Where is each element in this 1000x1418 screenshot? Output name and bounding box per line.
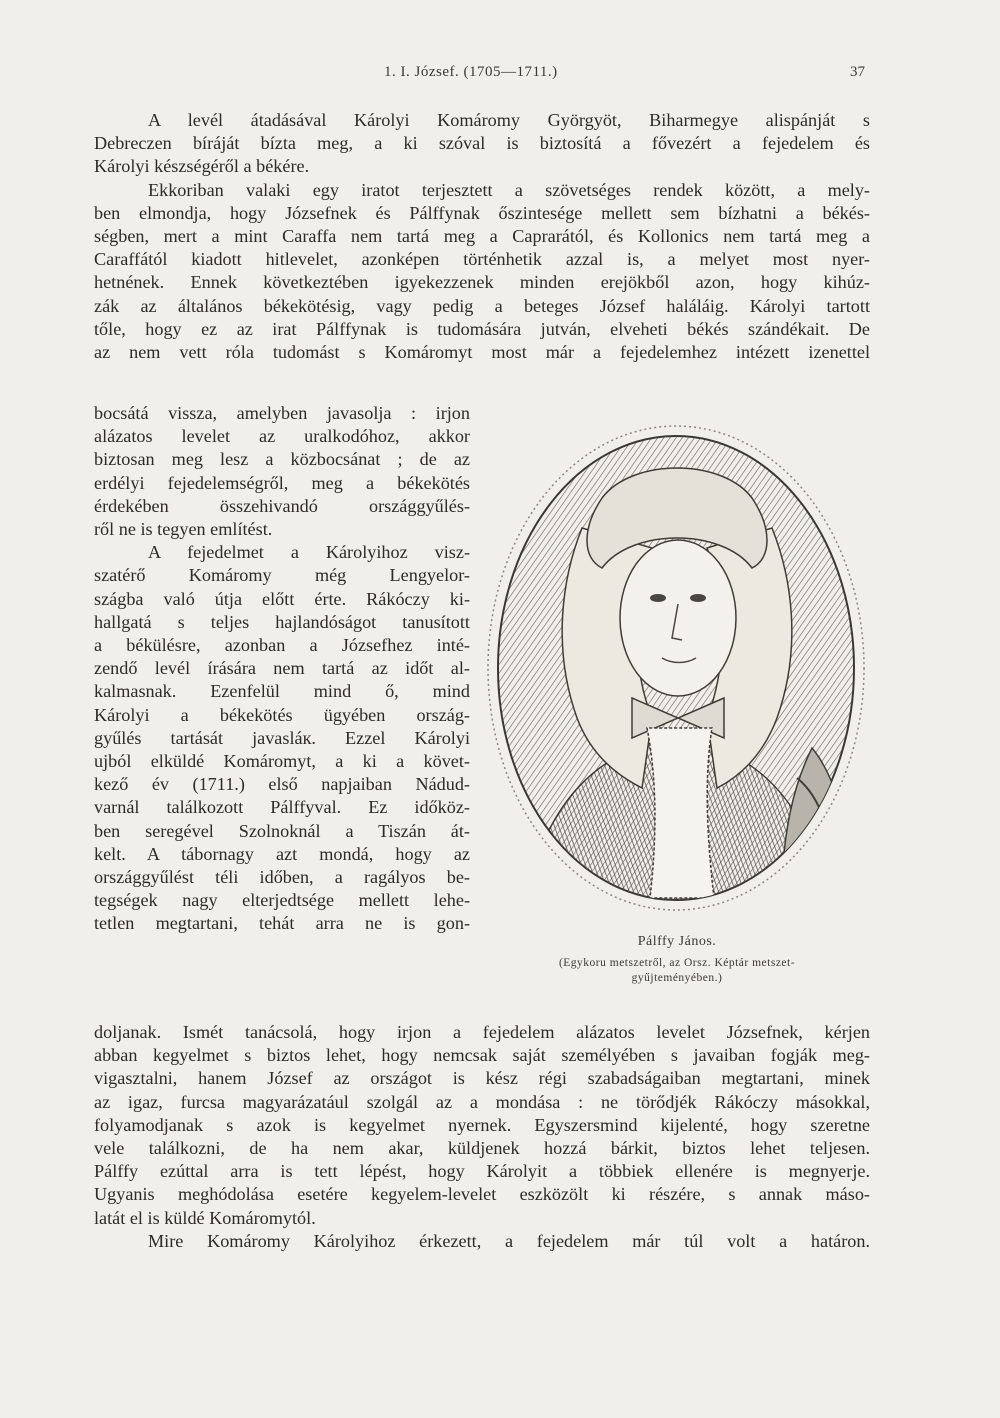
text-line: Debreczen bíráját bízta meg, a ki szóval is biztosítá a fővezért a fejedelem és <box>94 133 870 154</box>
text-line: gyűlés tartását javasláк. Ezzel Károlyi <box>94 727 470 748</box>
text-line: tőle, hogy ez az irat Pálffynak is tudomására jutván, elveheti békés szándékait. De <box>94 318 870 339</box>
text-line: A levél átadásával Károlyi Komáromy Györgyöt, Biharmegye alispánját s <box>148 110 870 130</box>
text-line: tetlen megtartani, tehát arra ne is gon- <box>94 913 470 934</box>
caption-source-line: gyűjteményében.) <box>631 972 723 984</box>
text-line: abban kegyelmet s biztos lehet, hogy nemcsak saját személyében s javaiban fogják meg- <box>94 1045 870 1066</box>
text-line: tegségek nagy elterjedtsége mellett lehe- <box>94 890 470 911</box>
caption-name: Pálffy János. <box>637 934 717 949</box>
text-line: Pálffy ezúttal arra is tett lépést, hogy Károlyit a többiek ellenére is megnyerje. <box>94 1161 870 1182</box>
text-line: az igaz, furcsa magyarázatául szolgál az a mondása : ne törődjék Rákóczy másokkal, <box>94 1091 870 1112</box>
text-line: folyamodjanak s azok is kegyelmet nyernek. Egyszersmind kijelenté, hogy szeretne <box>94 1114 870 1135</box>
running-head: 1. I. József. (1705—1711.) <box>384 64 558 80</box>
text-line: A fejedelmet a Károlyihoz visz- <box>148 542 470 563</box>
text-line: Caraffától kiadott hitlevelet, azonképen történhetik azzal is, a melyet most nyer- <box>94 249 870 270</box>
page-header <box>0 60 1000 90</box>
text-line: kelt. A tábornagy azt mondá, hogy az <box>94 843 470 864</box>
caption-source-line: (Egykoru metszetről, az Orsz. Képtár metszet- <box>558 957 796 969</box>
text-line: erdélyi fejedelemségről, meg a békekötés <box>94 472 470 493</box>
text-line: szágba való útja előtt érte. Rákóczy ki- <box>94 588 470 609</box>
text-line: ben seregével Szolnoknál a Tiszán át- <box>94 820 470 841</box>
text-line: ujból elküldé Komáromyt, a ki a követ- <box>94 751 470 772</box>
page-number: 37 <box>850 64 865 80</box>
text-block-bottom <box>94 1021 870 1253</box>
engraved-portrait-icon <box>482 418 870 918</box>
figure-caption <box>492 934 862 986</box>
text-line: alázatos levelet az uralkodóhoz, akkor <box>94 426 470 447</box>
caption-source <box>492 956 862 986</box>
portrait-figure <box>482 418 870 938</box>
text-line: zendő levél írására nem tartá az időt al- <box>94 658 470 679</box>
text-line: bocsátá vissza, amelyben javasolja : irjon <box>94 403 470 423</box>
text-line: varnál találkozott Pálffyval. Ez időköz- <box>94 797 470 818</box>
text-line: kező év (1711.) első napjaiban Nádud- <box>94 774 470 795</box>
text-line: doljanak. Ismét tanácsolá, hogy irjon a fejedelem alázatos levelet Józsefnek, kérjen <box>94 1022 870 1042</box>
text-line: Ugyanis meghódolása esetére kegyelem-levelet eszközölt ki részére, s annak máso- <box>94 1184 870 1205</box>
text-line: érdekében összehivandó országgyűlés- <box>94 495 470 516</box>
text-line: az nem vett róla tudomást s Komáromyt most már a fejedelemhez intézett izenettel <box>94 342 870 363</box>
text-line: kalmasnak. Ezenfelül mind ő, mind <box>94 681 470 702</box>
text-line: biztosan meg lesz a közbocsánat ; de az <box>94 449 470 470</box>
text-line: ben elmondja, hogy Józsefnek és Pálffynak őszintesége mellett sem bízhatni a békés- <box>94 202 870 223</box>
text-line: országgyűlést téli időben, a ragályos be- <box>94 867 470 888</box>
text-line: hetnének. Ennek következtében igyekezzenek minden erejökből azon, hogy kihúz- <box>94 272 870 293</box>
text-line: latát el is küldé Komáromytól. <box>94 1207 316 1228</box>
text-line: zák az általános békekötésig, vagy pedig a beteges József haláláig. Károlyi tartott <box>94 295 870 316</box>
text-line: vigasztalni, hanem József az országot is kész régi szabadságaiban megtartani, minek <box>94 1068 870 1089</box>
text-line: Ekkoriban valaki egy iratot terjesztett a szövetséges rendek között, a mely- <box>148 179 870 200</box>
text-line: hallgatá s teljes hajlandóságot tanusított <box>94 611 470 632</box>
text-line: ről ne is tegyen említést. <box>94 519 273 540</box>
text-line: szatérő Komáromy még Lengyelor- <box>94 565 470 586</box>
text-block-wrapped <box>94 402 470 936</box>
text-line: Mire Komáromy Károlyihoz érkezett, a fejedelem már túl volt a határon. <box>148 1230 870 1251</box>
text-line: Károlyi készségéről a békére. <box>94 156 310 177</box>
text-line: a békülésre, azonban a Józsefhez inté- <box>94 635 470 656</box>
text-line: ségben, mert a mint Caraffa nem tartá meg a Caprarától, és Kollonics nem tartá meg a <box>94 226 870 247</box>
text-line: vele találkozni, de ha nem akar, küldjenek hozzá bárkit, biztos lehet teljesen. <box>94 1138 870 1159</box>
text-line: Károlyi a békekötés ügyében ország- <box>94 704 470 725</box>
text-block-top <box>94 109 870 364</box>
